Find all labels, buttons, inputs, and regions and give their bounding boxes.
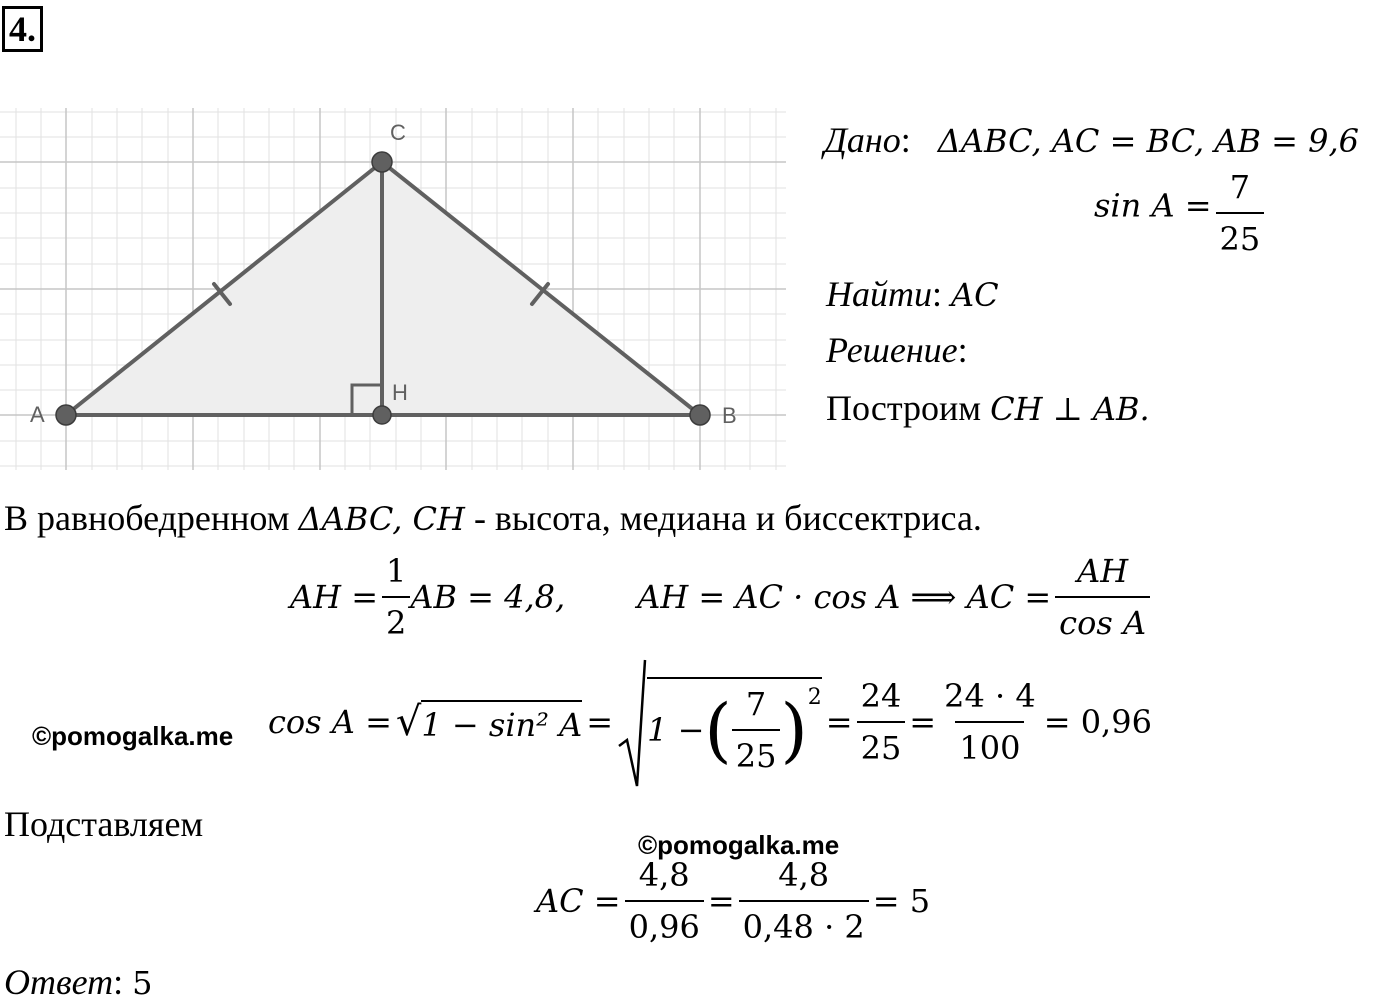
eq2-root2-text: 1 − [647, 711, 705, 749]
eq2-f1-num: 24 [860, 677, 902, 715]
answer-value: 5 [132, 964, 153, 1002]
point-b [690, 405, 710, 425]
eq2-f2-num: 24 · 4 [944, 677, 1036, 715]
point-h [373, 406, 391, 424]
eq3-fraction-2 [739, 856, 869, 946]
sqrt-sign-1: √ [395, 699, 422, 745]
eq1-lhs: AH = [290, 578, 378, 616]
given-label: Дано [824, 120, 901, 160]
solution-label: Решение [826, 330, 958, 370]
problem-number: 4. [2, 6, 43, 52]
eq2-inner-den: 25 [732, 729, 781, 775]
statement-line [4, 500, 982, 536]
eq1-half-num: 1 [386, 552, 407, 590]
sin-fraction [1216, 168, 1265, 258]
point-c [372, 152, 392, 172]
eq2-root2 [647, 677, 822, 775]
watermark-2: ©pomogalka.me [638, 830, 840, 860]
eq3-f1-den: 0,96 [625, 900, 704, 946]
eq3-fraction-1 [625, 856, 704, 946]
substitute-text: Подставляем [4, 804, 204, 844]
eq2-f2-den: 100 [955, 721, 1024, 767]
triangle-figure [0, 108, 790, 473]
sin-denominator: 25 [1216, 212, 1265, 258]
paren-open: ( [704, 689, 732, 771]
eq3-f2-num: 4,8 [778, 856, 830, 894]
construct-text: Построим [826, 388, 982, 428]
given-condition: ΔABC, AC = BC, AB = 9,6 [937, 122, 1360, 160]
equation-ah [290, 552, 1150, 642]
answer-label: Ответ [4, 962, 114, 1002]
answer-line: Ответ: 5 [4, 962, 153, 1002]
sqrt-sign-2 [617, 654, 647, 790]
eq2-fraction-1 [857, 677, 906, 767]
solution-line: Решение: [826, 330, 968, 370]
eq2-equals: = [586, 703, 614, 741]
eq1-frac-den: cos A [1055, 596, 1150, 642]
sin-numerator: 7 [1229, 168, 1251, 206]
statement-math: ΔABC, CH [298, 500, 465, 538]
find-label: Найти [826, 274, 932, 314]
construct-math: CH ⊥ AB. [990, 390, 1150, 428]
eq2-f1-den: 25 [857, 721, 906, 767]
label-h: H [392, 380, 408, 405]
find-value: AC [951, 276, 999, 314]
equation-cos: cos A = √ 1 − sin² A = 1 − ( $\frac{7}{25}$ ) 2 = $\frac{24}{25}$ = $\frac{24 \cdot 4}{100}$ = 0,96 [268, 654, 1152, 790]
eq1-chain: AH = AC · cos A ⟹ AC = [637, 578, 1052, 616]
paren-close: ) [780, 689, 808, 771]
eq1-frac-num: AH [1077, 552, 1129, 590]
point-a [56, 405, 76, 425]
eq3-f1-num: 4,8 [638, 856, 690, 894]
find-line: Найти: AC [826, 274, 999, 314]
eq2-lhs: cos A = [268, 703, 392, 741]
eq2-inner-fraction [732, 685, 781, 775]
eq1-ac-fraction [1055, 552, 1150, 642]
watermark-1: ©pomogalka.me [32, 721, 234, 751]
given-line: Дано: ΔABC, AC = BC, AB = 9,6 [824, 120, 1360, 160]
eq2-fraction-2 [940, 677, 1040, 767]
sin-lhs: sin A = [1094, 186, 1212, 225]
eq2-root1: 1 − sin² A [421, 700, 582, 744]
eq1-half-den: 2 [382, 596, 410, 642]
statement-text-1: В равнобедренном [4, 498, 290, 538]
eq2-inner-num: 7 [745, 685, 767, 723]
equation-result: AC = $\frac{4,8}{0,96}$ = $\frac{4,8}{0,48 \cdot 2}$ = 5 [536, 856, 931, 946]
construct-line [826, 390, 1150, 426]
label-a: A [30, 402, 45, 427]
eq1-rhs: AB = 4,8, [410, 578, 566, 616]
eq2-exponent: 2 [807, 685, 822, 710]
eq2-result: = 0,96 [1043, 703, 1152, 741]
label-c: C [390, 120, 406, 145]
eq3-lhs: AC = [536, 882, 621, 920]
eq1-half-fraction [382, 552, 410, 642]
eq3-result: = 5 [872, 882, 931, 920]
statement-text-2: - высота, медиана и биссектриса. [473, 498, 982, 538]
eq3-f2-den: 0,48 · 2 [739, 900, 869, 946]
given-sin [1094, 168, 1264, 258]
label-b: B [722, 403, 737, 428]
